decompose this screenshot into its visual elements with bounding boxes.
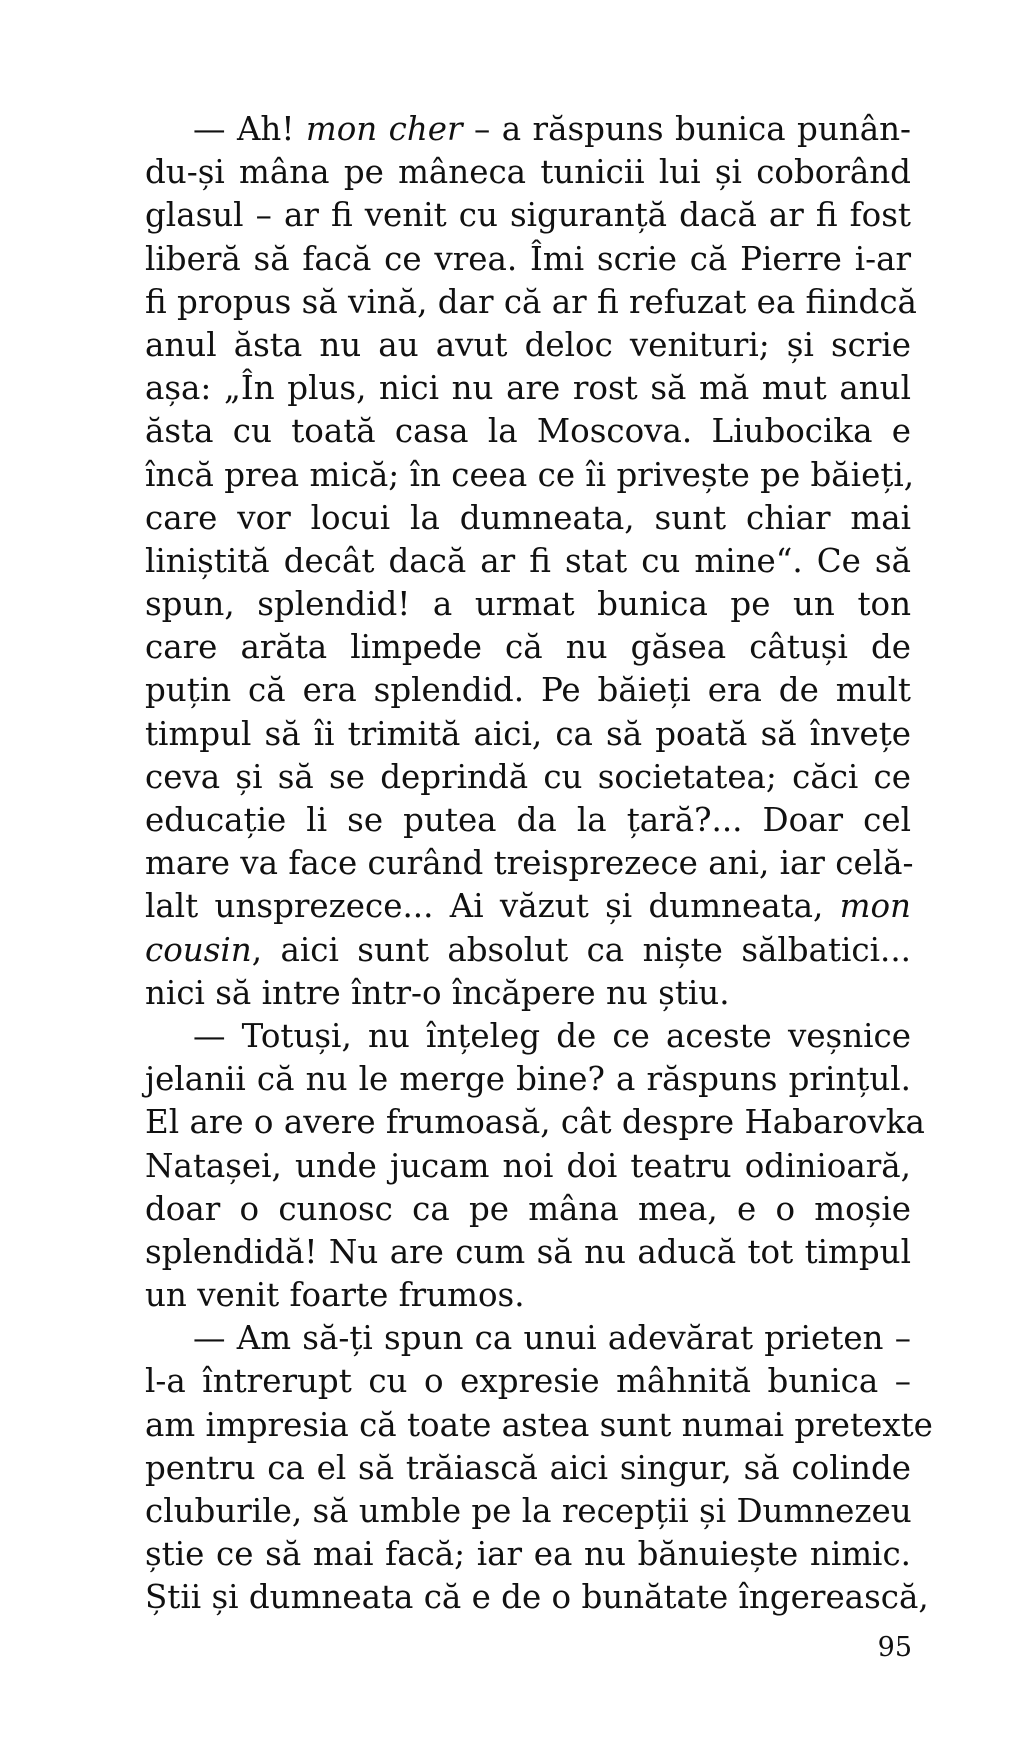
text-line: glasul – ar fi venit cu siguranță dacă ar fi fost [145,196,911,235]
text-line: Natașei, unde jucam noi doi teatru odinioară, [145,1146,911,1185]
text-line: educație li se putea da la țară?... Doar cel [145,801,911,839]
paragraph [145,1015,925,1317]
text-line: mare va face curând treisprezece ani, iar celă- [145,844,914,883]
text-line: timpul să îi trimită aici, ca să poată să învețe [145,714,911,753]
text-line: nici să intre într-o încăpere nu știu. [145,973,730,1012]
text-line: anul ăsta nu au avut deloc venituri; și scrie [145,325,911,364]
text-line: știe ce să mai facă; iar ea nu bănuiește nimic. [145,1535,911,1574]
text-line: un venit foarte frumos. [145,1276,525,1315]
text-line: încă prea mică; în ceea ce îi privește pe băieți, [145,455,915,494]
text-line: splendidă! Nu are cum să nu aducă tot timpul [145,1232,911,1271]
text-line: El are o avere frumoasă, cât despre Habarovka [145,1103,925,1142]
text-line: așa: „În plus, nici nu are rost să mă mut anul [145,369,911,408]
text-line: jelanii că nu le merge bine? a răspuns prințul. [145,1060,911,1099]
paragraph [145,1317,933,1619]
text-line: — Ah! mon cher – a răspuns bunica punân- [193,110,911,148]
text-line: — Am să-ți spun ca unui adevărat prieten – [193,1319,911,1358]
text-line: cousin, aici sunt absolut ca niște sălbatici... [145,930,911,969]
text-line: — Totuși, nu înțeleg de ce aceste veșnice [193,1016,911,1055]
text-line: Știi și dumneata că e de o bunătate îngerească, [145,1578,929,1617]
text-line: ăsta cu toată casa la Moscova. Liubocika e [145,412,911,451]
text-line: liberă să facă ce vrea. Îmi scrie că Pierre i-ar [145,239,911,278]
text-line: care arăta limpede că nu găsea câtuși de [145,628,911,667]
text-line: liniștită decât dacă ar fi stat cu mine“. Ce să [145,541,911,580]
body-text [145,108,933,1620]
text-line: care vor locui la dumneata, sunt chiar mai [145,498,911,537]
paragraph [145,108,917,1015]
text-line: doar o cunosc ca pe mâna mea, e o moșie [145,1189,911,1228]
text-line: lalt unsprezece... Ai văzut și dumneata, mon [145,887,911,926]
text-line: cluburile, să umble pe la recepții și Dumnezeu [145,1492,912,1530]
text-line: spun, splendid! a urmat bunica pe un ton [145,585,911,624]
text-line: du-și mâna pe mâneca tunicii lui și coborând [145,153,911,192]
text-line: puțin că era splendid. Pe băieți era de mult [145,671,911,710]
text-line: pentru ca el să trăiască aici singur, să colinde [145,1448,911,1487]
page-number: 95 [877,1632,912,1663]
text-line: fi propus să vină, dar că ar fi refuzat ea fiindcă [145,282,917,321]
text-line: am impresia că toate astea sunt numai pretexte [145,1405,933,1444]
text-line: l-a întrerupt cu o expresie mâhnită bunica – [145,1362,911,1401]
text-line: ceva și să se deprindă cu societatea; căci ce [145,757,911,796]
